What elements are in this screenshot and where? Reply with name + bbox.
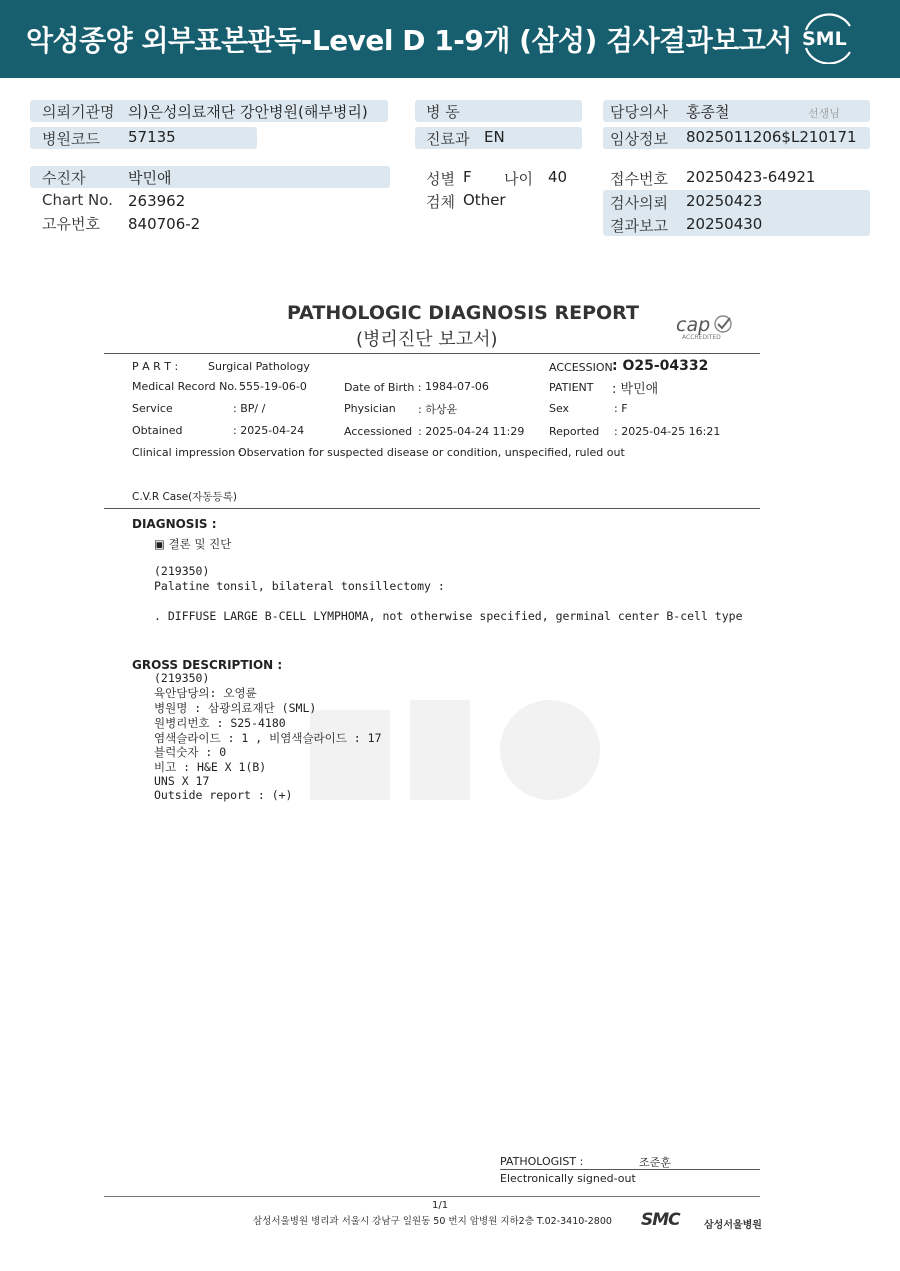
result-label: 결과보고 [610, 217, 668, 235]
request-label: 검사의뢰 [610, 194, 668, 212]
mrn-value: 555-19-06-0 [239, 380, 307, 393]
age-label: 나이 [504, 170, 533, 188]
gross-line: 염색슬라이드 : 1 , 비염색슬라이드 : 17 [154, 731, 382, 745]
physician-label: Physician [344, 402, 396, 415]
part-value: Surgical Pathology [208, 360, 310, 373]
signed-out-text: Electronically signed-out [500, 1172, 636, 1185]
mrn-label: Medical Record No. : [132, 380, 245, 393]
obtained-value: : 2025-04-24 [233, 424, 305, 437]
specimen-value: Other [463, 191, 506, 209]
specimen-label: 검체 [426, 193, 455, 211]
diagnosis-line: Palatine tonsil, bilateral tonsillectomy : [154, 579, 445, 593]
diagnosis-subheading: ▣ 결론 및 진단 [154, 537, 232, 551]
unique-value: 840706-2 [128, 215, 201, 233]
reported-value: : 2025-04-25 16:21 [614, 425, 721, 438]
receipt-label: 접수번호 [610, 170, 668, 188]
gross-line: 블럭숫자 : 0 [154, 745, 227, 759]
footer-address: 삼성서울병원 병리과 서울시 강남구 일원동 50 번지 암병원 지하2층 T.02-3410-2800 [253, 1216, 612, 1227]
hospital-code-label: 병원코드 [42, 130, 100, 148]
request-value: 20250423 [686, 192, 763, 210]
accession-label: ACCESSION [549, 361, 613, 374]
physician-value: : 하상윤 [418, 403, 458, 416]
cap-accredited-logo [676, 314, 736, 344]
cap-check-icon [712, 314, 734, 334]
clinical-label: 임상정보 [610, 130, 668, 148]
page-number: 1/1 [432, 1200, 449, 1211]
report-patient-value: : 박민애 [612, 382, 659, 397]
clinical-value: 8025011206$L210171 [686, 128, 857, 146]
dept-value: EN [484, 128, 505, 146]
obtained-label: Obtained [132, 424, 183, 437]
gross-line: 원병리번호 : S25-4180 [154, 716, 286, 730]
gross-line: 육안담당의: 오영륜 [154, 686, 257, 700]
service-value: : BP/ / [233, 402, 266, 415]
report-sex-value: : F [614, 402, 628, 415]
result-value: 20250430 [686, 215, 763, 233]
gross-heading: GROSS DESCRIPTION : [132, 658, 283, 672]
cvr-case: C.V.R Case(자동등록) [132, 491, 237, 503]
gross-line: 병원명 : 삼광의료재단 (SML) [154, 701, 317, 715]
clinical-impression-value: Observation for suspected disease or condition, unspecified, ruled out [238, 446, 625, 459]
report-rule-mid [104, 508, 760, 509]
unique-label: 고유번호 [42, 215, 100, 233]
sex-label: 성별 [426, 170, 455, 188]
gross-line: Outside report : (+) [154, 788, 293, 802]
accessioned-value: : 2025-04-24 11:29 [418, 425, 525, 438]
smc-logo-name: 삼성서울병원 [704, 1220, 762, 1231]
sml-logo [798, 12, 858, 64]
service-label: Service [132, 402, 173, 415]
report-title-ko: (병리진단 보고서) [356, 329, 498, 350]
pathologist-name: 조준훈 [639, 1156, 671, 1169]
report-title-en: PATHOLOGIC DIAGNOSIS REPORT [287, 302, 639, 324]
receipt-value: 20250423-64921 [686, 168, 816, 186]
gross-line: 비고 : H&E X 1(B) [154, 760, 267, 774]
chart-label: Chart No. [42, 191, 113, 209]
accessioned-label: Accessioned [344, 425, 413, 438]
gross-line: UNS X 17 [154, 774, 210, 788]
report-sex-label: Sex [549, 402, 570, 415]
patient-label: 수진자 [42, 169, 86, 187]
pathologist-label: PATHOLOGIST : [500, 1155, 584, 1168]
diagnosis-line: (219350) [154, 564, 210, 578]
report-rule-top [104, 353, 760, 354]
reported-label: Reported [549, 425, 600, 438]
gross-line: (219350) [154, 671, 210, 685]
accession-value: : O25-04332 [612, 358, 709, 374]
dob-value: 1984-07-06 [425, 380, 489, 393]
diagnosis-line: . DIFFUSE LARGE B-CELL LYMPHOMA, not otherwise specified, germinal center B-cell type [154, 609, 743, 623]
header-bar [0, 0, 900, 78]
ward-label: 병 동 [426, 103, 460, 121]
diagnosis-heading: DIAGNOSIS : [132, 517, 217, 531]
watermark-graphic [300, 690, 620, 810]
signature-rule [500, 1169, 760, 1170]
footer-rule [104, 1196, 760, 1197]
dob-label: Date of Birth : [344, 381, 422, 394]
dept-label: 진료과 [426, 130, 470, 148]
sex-value: F [463, 168, 472, 186]
report-patient-label: PATIENT [549, 381, 594, 394]
referring-label: 의뢰기관명 [42, 103, 115, 121]
cap-accredited-text: ACCREDITED [682, 334, 721, 341]
age-value: 40 [548, 168, 568, 186]
hospital-code-value: 57135 [128, 128, 176, 146]
page-title: 악성종양 외부표본판독-Level D 1-9개 (삼성) 검사결과보고서 [26, 24, 792, 57]
cap-logo-text: cap [676, 314, 711, 336]
referring-value: 의)은성의료재단 강안병원(해부병리) [128, 103, 368, 121]
doctor-suffix: 선생님 [808, 107, 840, 120]
doctor-value: 홍종철 [686, 103, 730, 121]
chart-value: 263962 [128, 192, 186, 210]
sml-logo-text: SML [802, 28, 847, 50]
smc-logo-text: SMC [641, 1210, 680, 1230]
clinical-impression-label: Clinical impression : [132, 446, 243, 459]
doctor-label: 담당의사 [610, 103, 668, 121]
patient-value: 박민애 [128, 169, 172, 187]
part-label: P A R T : [132, 360, 179, 373]
